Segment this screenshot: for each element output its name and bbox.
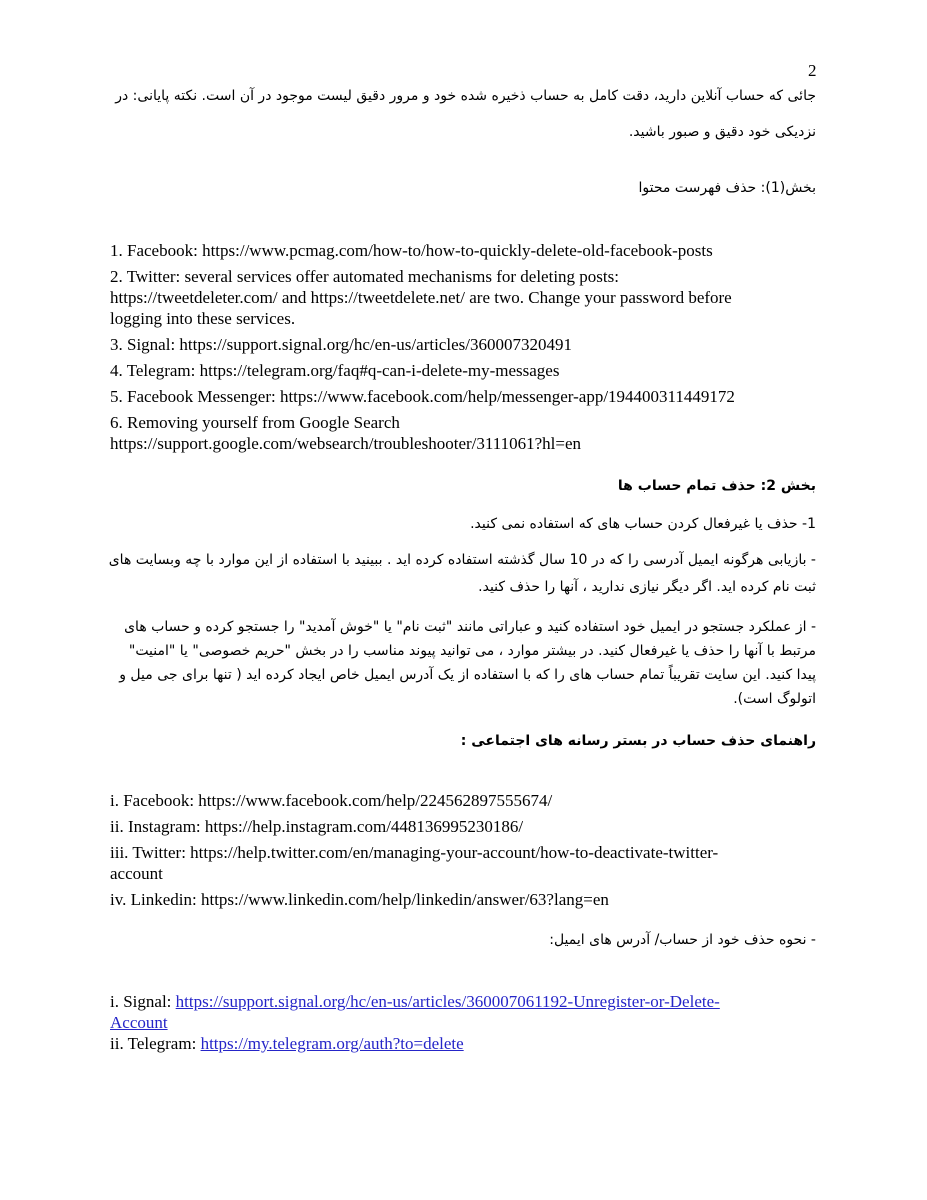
- section2-para2-line: - از عملکرد جستجو در ایمیل خود استفاده کنید و عباراتی مانند "ثبت نام" یا "خوش آمدید" را جستجو کرده و حساب های: [124, 619, 816, 635]
- section1-item: https://support.google.com/websearch/troubleshooter/3111061?hl=en: [110, 434, 582, 453]
- section2-heading: بخش 2: حذف تمام حساب ها: [617, 478, 816, 494]
- signal-delete-link[interactable]: https://support.signal.org/hc/en-us/articles/360007061192-Unregister-or-Delete-: [175, 992, 720, 1011]
- social-item: i. Facebook: https://www.facebook.com/help/224562897555674/: [110, 791, 553, 810]
- section1-item: https://tweetdeleter.com/ and https://tweetdelete.net/ are two. Change your password before: [110, 288, 732, 307]
- section2-para1-line: ثبت نام کرده اید. اگر دیگر نیازی ندارید ، آنها را حذف کنید.: [478, 579, 816, 595]
- section1-item: 4. Telegram: https://telegram.org/faq#q-can-i-delete-my-messages: [110, 361, 560, 380]
- telegram-label: ii. Telegram:: [110, 1034, 201, 1053]
- section1-item: 6. Removing yourself from Google Search: [110, 413, 400, 432]
- social-item: iii. Twitter: https://help.twitter.com/en/managing-your-account/how-to-deactivate-twitter-: [110, 843, 719, 862]
- section1-item: 2. Twitter: several services offer automated mechanisms for deleting posts:: [110, 267, 619, 286]
- social-item: account: [110, 864, 163, 883]
- social-item: iv. Linkedin: https://www.linkedin.com/help/linkedin/answer/63?lang=en: [110, 890, 609, 909]
- section2-point1: 1- حذف یا غیرفعال کردن حساب های که استفاده نمی کنید.: [470, 516, 816, 532]
- intro-line-2: نزدیکی خود دقیق و صبور باشید.: [628, 124, 816, 140]
- section2-para1-line: - بازیابی هرگونه ایمیل آدرسی را که در 10 سال گذشته استفاده کرده اید . ببینید با استفاده از این موارد با چه وبسایت های: [108, 552, 816, 568]
- section1-item: logging into these services.: [110, 309, 296, 328]
- section2-para2-line: پیدا کنید. این سایت تقریباً تمام حساب های را که با استفاده از یک آدرس ایمیل خاص ایجاد کرده اید ( تنها برای جی میل و: [119, 667, 816, 683]
- section1-item: 1. Facebook: https://www.pcmag.com/how-to/how-to-quickly-delete-old-facebook-posts: [110, 241, 713, 260]
- email-item-signal: [110, 991, 816, 1012]
- social-heading: راهنمای حذف حساب در بستر رسانه های اجتماعی :: [460, 733, 816, 749]
- section1-item: 3. Signal: https://support.signal.org/hc/en-us/articles/360007320491: [110, 335, 572, 354]
- section2-para2-line: مرتبط با آنها را حذف یا غیرفعال کنید. در بیشتر موارد ، می توانید پیوند مناسب را در بخش "حریم خصوصی" یا "امنیت": [128, 643, 816, 659]
- section1-heading: بخش(1): حذف فهرست محتوا: [638, 180, 816, 196]
- email-item-signal-cont: [110, 1012, 816, 1033]
- social-item: ii. Instagram: https://help.instagram.com/448136995230186/: [110, 817, 524, 836]
- email-item-telegram: [110, 1033, 816, 1054]
- section2-para2-line: اتولوگ است).: [733, 691, 816, 707]
- email-heading: - نحوه حذف خود از حساب/ آدرس های ایمیل:: [549, 932, 816, 948]
- section1-item: 5. Facebook Messenger: https://www.facebook.com/help/messenger-app/194400311449172: [110, 387, 735, 406]
- intro-line-1: جائی که حساب آنلاین دارید، دقت کامل به حساب ذخیره شده خود و مرور دقیق لیست موجود در آن است. نکته پایانی: در: [115, 88, 816, 104]
- signal-delete-link-cont[interactable]: Account: [110, 1013, 168, 1032]
- page-number: 2: [808, 61, 817, 80]
- signal-label: i. Signal:: [110, 992, 176, 1011]
- telegram-delete-link[interactable]: https://my.telegram.org/auth?to=delete: [200, 1034, 464, 1053]
